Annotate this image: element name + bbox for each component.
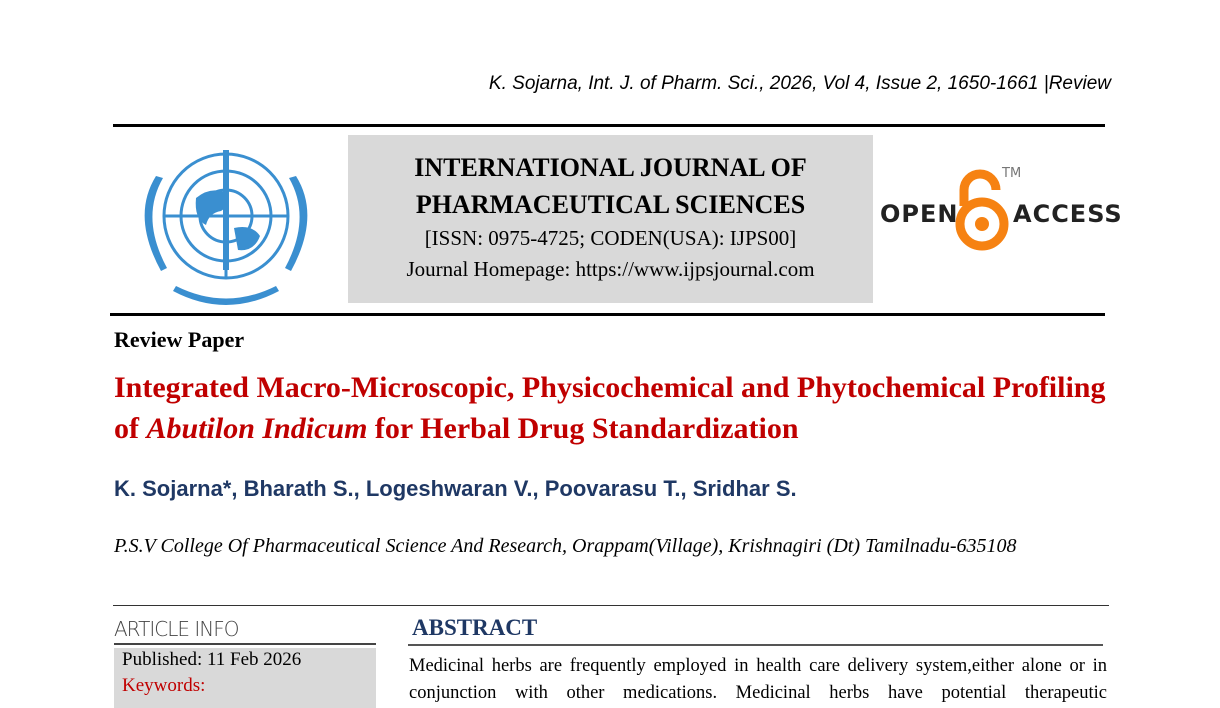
article-info-heading: ARTICLE INFO	[114, 617, 239, 641]
open-access-left: OPEN	[880, 200, 959, 228]
title-text: Integrated Macro-Microscopic, Physicochemical and Phytochemical Profiling of	[114, 371, 1106, 445]
affiliation: P.S.V College Of Pharmaceutical Science And Research, Orappam(Village), Krishnagiri (Dt) Tamilnadu-635108	[114, 535, 1017, 557]
journal-title-box	[348, 135, 873, 303]
running-header: K. Sojarna, Int. J. of Pharm. Sci., 2026, Vol 4, Issue 2, 1650-1661 |Review	[488, 73, 1111, 94]
journal-homepage[interactable]: Journal Homepage: https://www.ijpsjournal.com	[406, 257, 815, 281]
section-rule	[113, 605, 1109, 606]
who-emblem-logo	[126, 138, 326, 308]
authors: K. Sojarna*, Bharath S., Logeshwaran V., Poovarasu T., Sridhar S.	[114, 476, 797, 501]
paper-title	[114, 367, 1114, 449]
article-info-rule	[114, 643, 376, 645]
abstract-rule	[408, 644, 1103, 646]
trademark: TM	[1002, 166, 1022, 181]
header-rule-top	[113, 124, 1105, 127]
open-access-logo	[878, 160, 1123, 255]
title-species: Abutilon Indicum	[146, 412, 368, 445]
keywords-label: Keywords:	[122, 675, 206, 696]
journal-title-line1: INTERNATIONAL JOURNAL OF	[414, 153, 807, 182]
abstract-heading: ABSTRACT	[412, 615, 538, 640]
open-access-right: ACCESS	[1013, 200, 1123, 228]
paper-type: Review Paper	[114, 327, 245, 352]
title-text-end: for Herbal Drug Standardization	[367, 412, 799, 445]
journal-issn: [ISSN: 0975-4725; CODEN(USA): IJPS00]	[424, 226, 797, 250]
header-rule-bottom	[110, 313, 1105, 316]
journal-title-line2: PHARMACEUTICAL SCIENCES	[415, 190, 806, 219]
published-date: Published: 11 Feb 2026	[122, 649, 302, 670]
abstract-text: Medicinal herbs are frequently employed in health care delivery system,either alone or in conjunction with other medications. Medicinal herbs have potential therapeutic	[409, 656, 1107, 703]
